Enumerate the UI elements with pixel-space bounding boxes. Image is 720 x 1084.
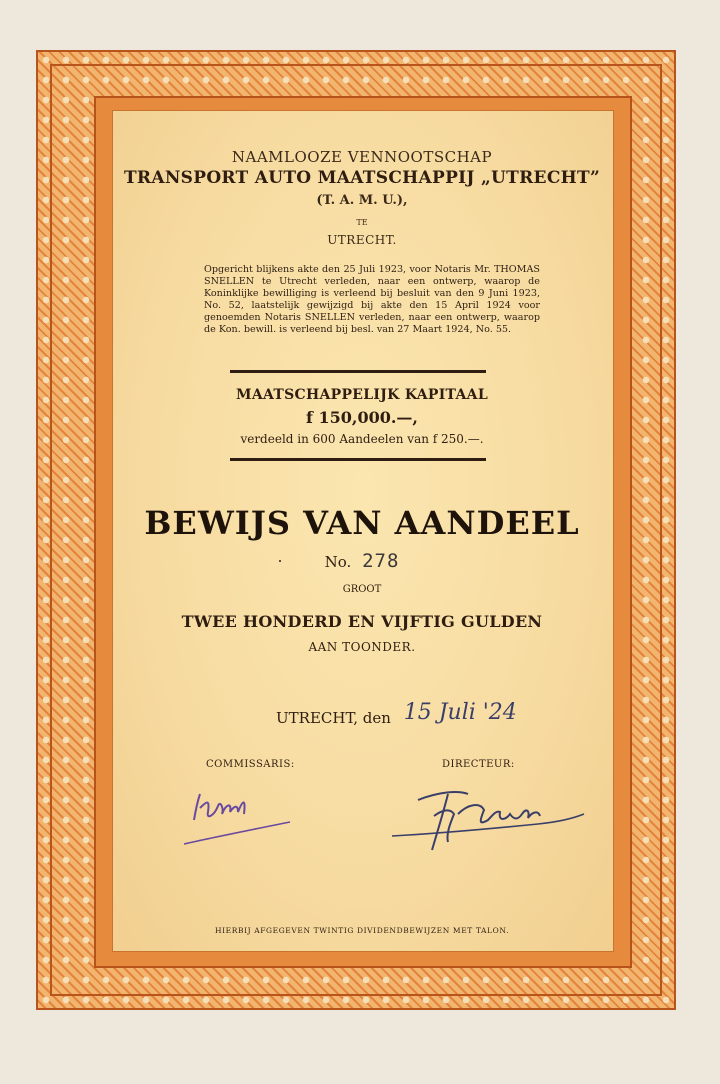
capital-amount: f 150,000.—, xyxy=(306,408,418,427)
footer-note: HIERBIJ AFGEGEVEN TWINTIG DIVIDENDBEWIJZEN MET TALON. xyxy=(214,926,510,935)
company-name: TRANSPORT AUTO MAATSCHAPPIJ „UTRECHT” xyxy=(123,168,601,188)
te-label: TE xyxy=(356,218,368,227)
founding-paragraph: Opgericht blijkens akte den 25 Juli 1923, voor Notaris Mr. THOMAS SNELLEN te Utrecht verleden, naar een ontwerp, waarop de Koninklijke bewilliging is verleend bij besluit van den 9 Juni 1923, No. 52, laatstelijk gewijzigd bij akte den 15 April 1924 voor genoemden Notaris SNELLEN verleden, naar een ontwerp, waarop de Kon. bewill. is verleend bij besl. van 27 Maart 1924, No. 55. xyxy=(204,264,540,335)
certificate-number-line xyxy=(112,550,612,572)
share-value-words: TWEE HONDERD EN VIJFTIG GULDEN xyxy=(181,612,543,631)
capital-label: MAATSCHAPPELIJK KAPITAAL xyxy=(236,387,488,403)
capital-rule-bottom xyxy=(230,458,486,461)
handwritten-date: 15 Juli '24 xyxy=(403,700,517,725)
certificate-number: 278 xyxy=(362,550,400,572)
commissaris-label: COMMISSARIS: xyxy=(206,759,295,770)
capital-division: verdeeld in 600 Aandeelen van f 250.—. xyxy=(240,432,484,446)
certificate-title: BEWIJS VAN AANDEEL xyxy=(144,504,580,542)
company-city: UTRECHT. xyxy=(327,233,397,247)
groot-label: GROOT xyxy=(342,584,382,595)
issue-date-line xyxy=(276,700,517,729)
directeur-signature xyxy=(388,780,588,860)
directeur-label: DIRECTEUR: xyxy=(442,759,515,770)
number-label: No. xyxy=(324,553,352,571)
bearer-label: AAN TOONDER. xyxy=(308,640,416,654)
company-abbreviation: (T. A. M. U.), xyxy=(316,193,408,208)
capital-rule-top xyxy=(230,370,486,373)
company-type: NAAMLOOZE VENNOOTSCHAP xyxy=(231,148,493,166)
commissaris-signature xyxy=(180,778,300,848)
issue-place: UTRECHT, den xyxy=(276,709,391,727)
